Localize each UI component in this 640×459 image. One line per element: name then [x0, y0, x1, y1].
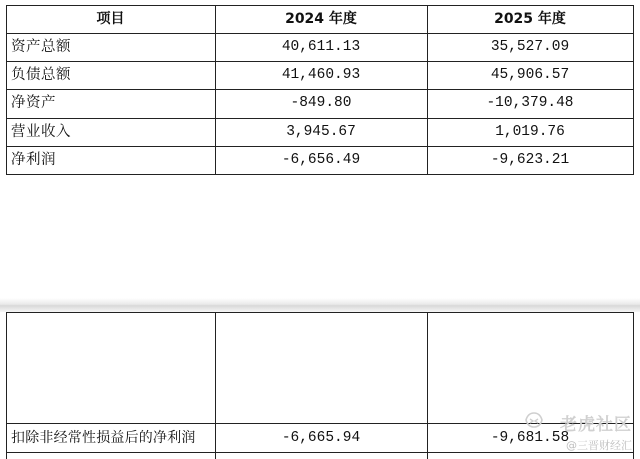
lower-table-border-right: [633, 312, 634, 459]
row-label-net-profit: 净利润: [11, 152, 56, 168]
header-item: 项目: [96, 11, 125, 27]
value-2025-net-profit: -9,623.21: [490, 152, 570, 168]
tiger-logo-icon: [524, 411, 544, 429]
header-2025: 2025 年度: [494, 11, 566, 27]
value-2025-revenue: 1,019.76: [495, 124, 565, 140]
value-2024-adjusted-net-profit: -6,665.94: [281, 430, 361, 446]
value-2025-total-liabilities: 45,906.57: [490, 67, 570, 83]
value-2025-adjusted-net-profit: -9,681.58: [490, 430, 570, 446]
value-2025-total-assets: 35,527.09: [490, 39, 570, 55]
watermark-source: @三晋财经汇: [566, 439, 632, 452]
page-break-separator: [0, 298, 640, 312]
row-label-net-assets: 净资产: [11, 95, 56, 111]
lower-table-border-bottom: [6, 452, 634, 453]
value-2024-net-assets: -849.80: [290, 95, 352, 111]
value-2024-total-assets: 40,611.13: [281, 39, 361, 55]
row-label-adjusted-net-profit: 扣除非经常性损益后的净利润: [11, 430, 196, 446]
value-2024-total-liabilities: 41,460.93: [281, 67, 361, 83]
header-2024: 2024 年度: [285, 11, 357, 27]
table-border-bottom: [6, 174, 634, 175]
lower-table-border-top: [6, 312, 634, 313]
row-label-total-assets: 资产总额: [11, 39, 71, 55]
value-2025-net-assets: -10,379.48: [486, 95, 574, 111]
table-border-right: [633, 5, 634, 175]
row-label-total-liabilities: 负债总额: [11, 67, 71, 83]
value-2024-net-profit: -6,656.49: [281, 152, 361, 168]
watermark-brand: 老虎社区: [560, 415, 632, 435]
lower-table-border-left: [6, 312, 7, 459]
value-2024-revenue: 3,945.67: [286, 124, 356, 140]
row-label-revenue: 营业收入: [11, 124, 71, 140]
